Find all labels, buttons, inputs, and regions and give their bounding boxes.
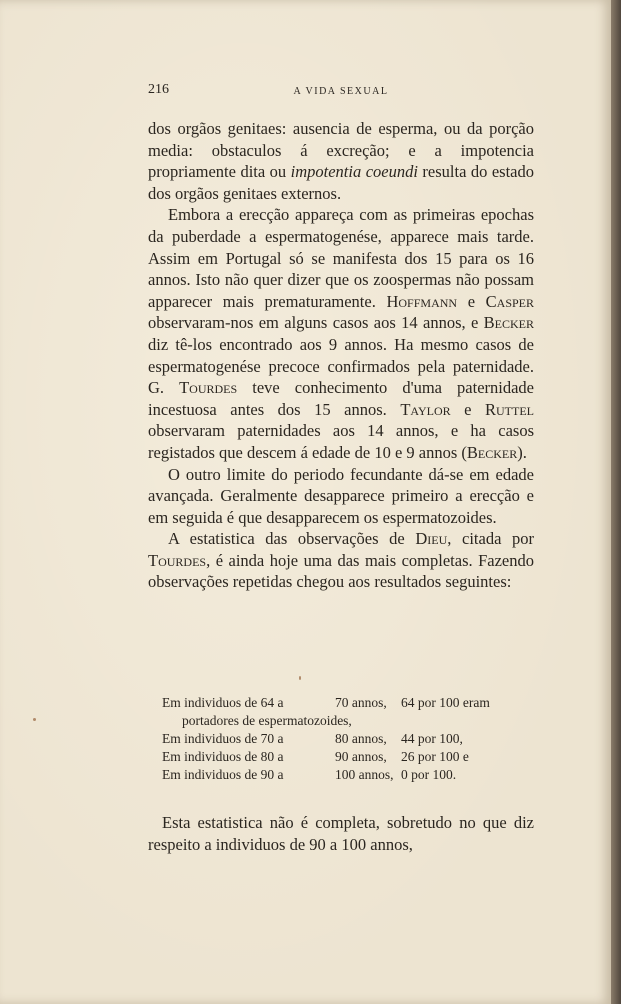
text-span: ).: [517, 442, 527, 462]
age-range-start: Em individuos de 80 a: [162, 749, 284, 764]
author-name: Taylor: [400, 399, 451, 419]
closing-text: [148, 812, 534, 855]
percentage: 64 por 100 eram: [401, 695, 490, 710]
age-range-end: 70 annos,: [335, 695, 387, 710]
age-range-start: Em individuos de 70 a: [162, 731, 284, 746]
author-name: Becker: [466, 442, 518, 462]
table-row: [162, 730, 522, 748]
statistics-table: [162, 694, 522, 784]
text-span: resulta do estado dos orgãos genitaes externos.: [148, 162, 534, 203]
age-range-end: 90 annos,: [335, 749, 387, 764]
author-name: Casper: [485, 291, 535, 311]
paragraph-1: [148, 118, 534, 204]
continuation-text: portadores de espermatozoides,: [182, 713, 352, 728]
table-row: [162, 694, 522, 712]
author-name: Tourdes: [179, 378, 238, 398]
paragraph-4: [148, 528, 534, 593]
text-span: observaram paternidades aos 14 annos, e ha casos registados que descem á edade de 10 e 9 annos (: [148, 421, 534, 462]
age-range-start: Em individuos de 64 a: [162, 695, 284, 710]
author-name: Becker: [483, 313, 534, 333]
author-name: Hoffmann: [386, 291, 458, 311]
paper-speck: [33, 718, 36, 721]
page-number: 216: [148, 82, 169, 97]
text-span: O outro limite do periodo fecundante dá-se em edade avançada. Geralmente desapparece primeiro a erecção e em seguida é que desapparecem os espermatozoides.: [148, 464, 534, 527]
percentage: 0 por 100.: [401, 767, 457, 782]
percentage: 26 por 100 e: [401, 749, 469, 764]
text-span: Embora a erecção appareça com as primeiras epochas da puberdade a espermatogenése, apparece mais tarde. Assim em Portugal só se manifesta dos 15 para os 16 annos. Isto não quer dizer que os zoospermas não possam apparecer mais prematuramente.: [148, 205, 534, 311]
ink-mark: [299, 676, 301, 680]
text-span: e: [457, 291, 486, 311]
age-range-end: 100 annos,: [335, 767, 394, 782]
text-span: dos orgãos genitaes: ausencia de esperma, ou da porção media: obstaculos á excreção; e a impotencia propriamente dita ou: [148, 119, 534, 182]
table-row-continuation: [162, 712, 522, 730]
text-span: e: [450, 399, 485, 419]
paragraph-5: Esta estatistica não é completa, sobretudo no que diz respeito a individuos de 90 a 100 annos,: [148, 813, 534, 854]
author-name: Dieu: [415, 529, 448, 549]
text-span: , é ainda hoje uma das mais completas. Fazendo observações repetidas chegou aos resultados seguintes:: [148, 550, 534, 592]
table-row: [162, 748, 522, 766]
table-row: [162, 766, 522, 784]
author-name: Ruttel: [485, 399, 534, 419]
paragraph-2: [148, 204, 534, 463]
age-range-end: 80 annos,: [335, 731, 387, 746]
running-header: [148, 82, 534, 102]
latin-term: impotentia coeundi: [290, 162, 418, 182]
text-span: A estatistica das observações de: [168, 529, 416, 549]
author-name: Tourdes: [148, 550, 207, 570]
running-title: A VIDA SEXUAL: [293, 86, 389, 97]
book-spine: [611, 0, 621, 1004]
paragraph-3: [148, 464, 534, 529]
age-range-start: Em individuos de 90 a: [162, 767, 284, 782]
text-span: diz tê-los encontrado aos 9 annos. Ha mesmo casos de espermatogenése precoce confirmados pela paternidade. G.: [148, 334, 534, 398]
text-span: , citada por: [447, 529, 535, 549]
body-text: [148, 118, 534, 593]
text-span: teve conhecimento d'uma paternidade incestuosa antes dos 15 annos.: [148, 378, 534, 419]
text-span: observaram-nos em alguns casos aos 14 annos, e: [148, 313, 484, 333]
percentage: 44 por 100,: [401, 731, 463, 746]
